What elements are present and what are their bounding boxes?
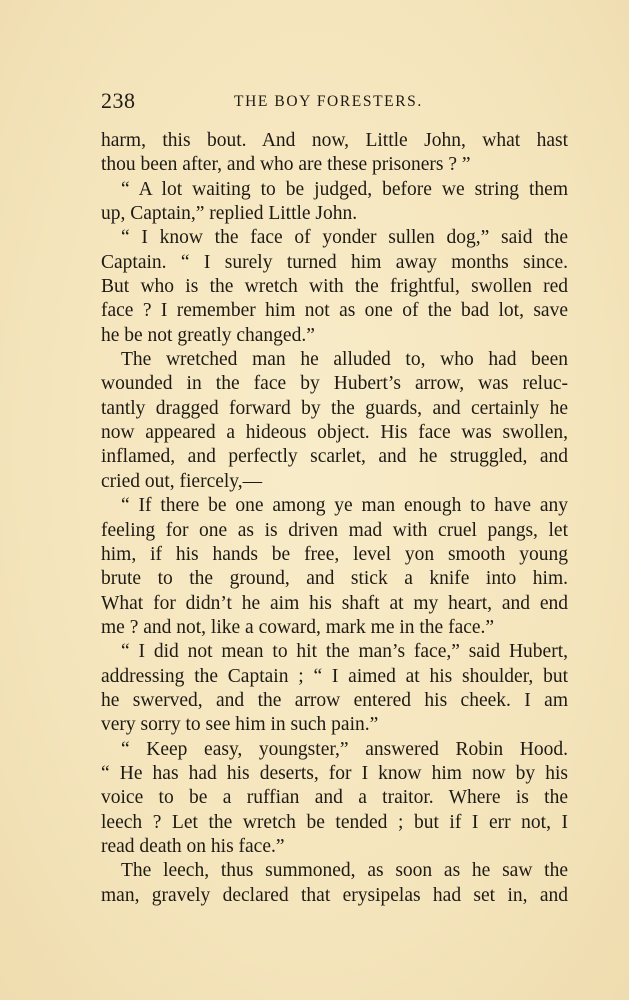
text-line: now appeared a hideous object. His face was swollen, [101,422,568,444]
text-line: inflamed, and perfectly scarlet, and he struggled, and [101,446,568,468]
body-text [101,129,568,908]
text-line: “ I know the face of yonder sullen dog,” said the [121,227,568,249]
text-line: man, gravely declared that erysipelas had set in, and [101,884,568,906]
text-line: he swerved, and the arrow entered his cheek. I am [101,689,568,711]
text-line: harm, this bout. And now, Little John, what hast [101,130,568,151]
text-line: leech ? Let the wretch be tended ; but if I err not, I [101,811,568,833]
text-line: “ A lot waiting to be judged, before we string them [121,178,568,200]
text-line: “ I did not mean to hit the man’s face,” said Hubert, [121,641,568,663]
text-line: Captain. “ I surely turned him away months since. [101,251,568,273]
text-line: thou been after, and who are these prisoners ? ” [101,154,471,176]
text-line: me ? and not, like a coward, mark me in the face.” [101,616,495,638]
text-line: cried out, fiercely,— [101,470,263,492]
text-line: “ He has had his deserts, for I know him now by his [101,762,568,784]
text-line: up, Captain,” replied Little John. [101,203,358,225]
text-line: But who is the wretch with the frightful, swollen red [101,276,568,298]
running-head: THE BOY FORESTERS. [234,93,423,110]
page-number: 238 [101,88,136,113]
text-line: face ? I remember him not as one of the bad lot, save [101,300,568,322]
text-line: read death on his face.” [101,835,285,857]
text-line: addressing the Captain ; “ I aimed at his shoulder, but [101,665,568,687]
text-line: “ If there be one among ye man enough to have any [121,495,568,517]
text-line: him, if his hands be free, level yon smooth young [101,543,568,565]
text-line: very sorry to see him in such pain.” [101,714,379,736]
text-line: voice to be a ruffian and a traitor. Where is the [101,787,568,809]
text-line: The wretched man he alluded to, who had been [121,349,568,371]
text-line: brute to the ground, and stick a knife into him. [101,568,568,590]
text-line: “ Keep easy, youngster,” answered Robin Hood. [121,738,568,760]
text-line: What for didn’t he aim his shaft at my heart, and end [101,592,568,614]
text-line: wounded in the face by Hubert’s arrow, was reluc- [101,373,568,395]
page-header [101,88,568,118]
text-line: tantly dragged forward by the guards, and certainly he [101,397,568,419]
text-line: The leech, thus summoned, as soon as he saw the [121,860,568,882]
text-line: feeling for one as is driven mad with cruel pangs, let [101,519,568,541]
text-line: he be not greatly changed.” [101,324,315,346]
